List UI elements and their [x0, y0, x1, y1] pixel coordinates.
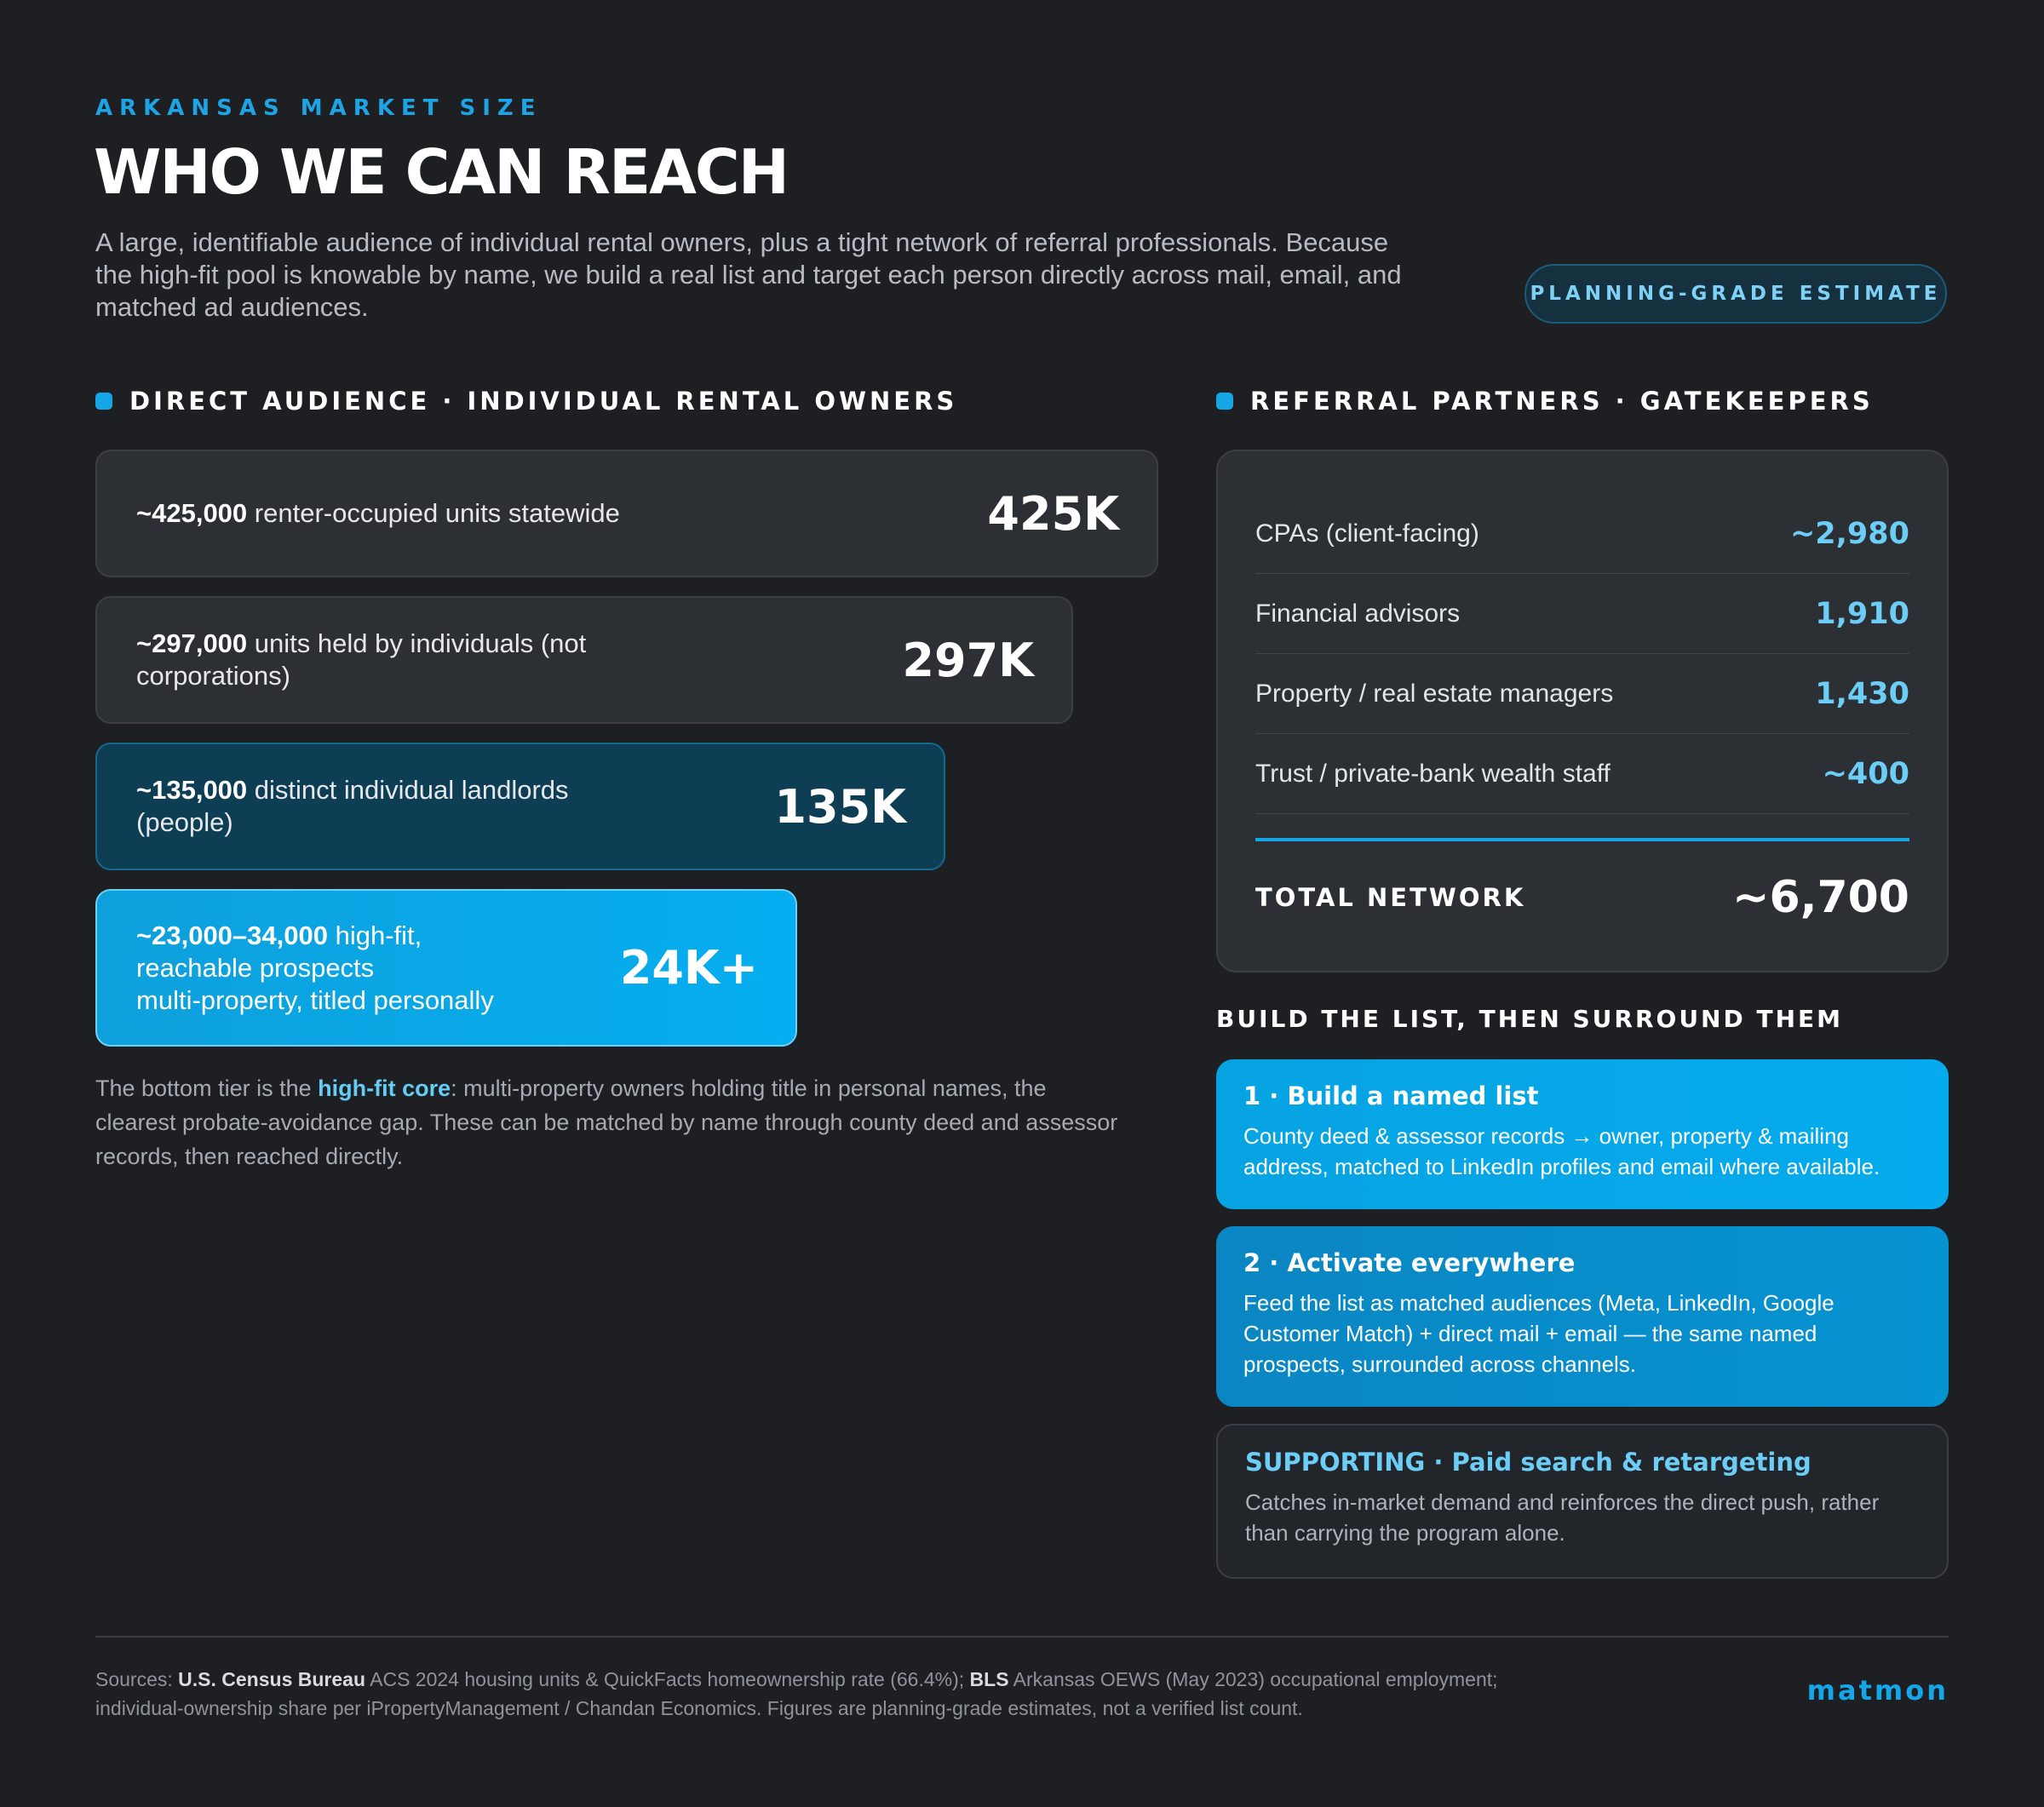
- referral-row: [1255, 494, 1909, 574]
- tier-big-number: 135K: [774, 779, 906, 834]
- referral-heading-text: REFERRAL PARTNERS · GATEKEEPERS: [1250, 387, 1874, 416]
- step-body: Catches in-market demand and reinforces the direct push, rather than carrying the program alone.: [1245, 1489, 1880, 1546]
- referral-total-value: ~6,700: [1731, 872, 1909, 923]
- page-title: WHO WE CAN REACH: [94, 136, 788, 208]
- referral-card: [1216, 450, 1949, 972]
- referral-label: Property / real estate managers: [1255, 679, 1614, 708]
- direct-audience-heading: [95, 387, 957, 416]
- step-title: 1 · Build a named list: [1243, 1081, 1539, 1110]
- step-title: 2 · Activate everywhere: [1243, 1248, 1576, 1277]
- tier-big-number: 297K: [902, 633, 1034, 687]
- tier-text: units held by individuals (not corporations): [136, 628, 587, 691]
- footnote-text: : multi-property owners holding title in personal names, the clearest probate-avoidance gap. These can be matched by name through county deed and assessor records, then reached directly.: [95, 1076, 1118, 1169]
- source-detail: ACS 2024 housing units & QuickFacts homeownership rate (66.4%);: [365, 1668, 970, 1690]
- footer-divider: [95, 1636, 1949, 1638]
- source-name: BLS: [969, 1668, 1009, 1690]
- referral-label: Trust / private-bank wealth staff: [1255, 759, 1611, 788]
- tier-description: [136, 774, 647, 839]
- step-body: Feed the list as matched audiences (Meta, LinkedIn, Google Customer Match) + direct mail + email — the same named prospects, surrounded across channels.: [1243, 1290, 1834, 1377]
- eyebrow-label: ARKANSAS MARKET SIZE: [95, 95, 543, 121]
- referral-label: CPAs (client-facing): [1255, 519, 1479, 548]
- referral-value: ~400: [1822, 756, 1909, 791]
- square-bullet-icon: [95, 393, 112, 410]
- plan-heading: BUILD THE LIST, THEN SURROUND THEM: [1216, 1005, 1844, 1033]
- referral-heading: [1216, 387, 1874, 416]
- step-build-list: [1216, 1059, 1949, 1209]
- tier-big-number: 24K+: [619, 941, 758, 995]
- step-body: County deed & assessor records → owner, property & mailing address, matched to LinkedIn profiles and email where available.: [1243, 1123, 1880, 1179]
- tier-count: ~135,000: [136, 775, 248, 805]
- referral-total: [1255, 838, 1909, 954]
- referral-value: 1,910: [1815, 596, 1909, 631]
- tier-count: ~425,000: [136, 498, 248, 528]
- tier-individual-units: [95, 596, 1073, 724]
- tier-subtext: multi-property, titled personally: [136, 984, 494, 1015]
- tier-count: ~297,000: [136, 628, 248, 658]
- referral-label: Financial advisors: [1255, 599, 1461, 628]
- referral-value: 1,430: [1815, 676, 1909, 711]
- tier-count: ~23,000–34,000: [136, 920, 328, 950]
- tier-renter-units: [95, 450, 1158, 577]
- direct-footnote: [95, 1071, 1126, 1173]
- sources-text: [95, 1665, 1560, 1723]
- tier-text: renter-occupied units statewide: [247, 498, 620, 528]
- step-activate: [1216, 1226, 1949, 1407]
- step-supporting: [1216, 1424, 1949, 1579]
- footnote-text: The bottom tier is the: [95, 1076, 319, 1101]
- sources-label: Sources:: [95, 1668, 179, 1690]
- source-detail: Arkansas OEWS (May 2023) occupational employment; individual-ownership share per iPropertyManagement / Chandan Economics. Figures are planning-grade estimates, not a verified list count.: [95, 1668, 1498, 1719]
- tier-description: [136, 497, 620, 530]
- tier-high-fit-prospects: [95, 889, 797, 1047]
- source-name: U.S. Census Bureau: [178, 1668, 365, 1690]
- tier-description: [136, 628, 664, 692]
- tier-big-number: 425K: [987, 486, 1119, 541]
- tier-description: [136, 920, 537, 1017]
- footnote-highlight: high-fit core: [318, 1076, 451, 1101]
- referral-total-label: TOTAL NETWORK: [1255, 883, 1526, 912]
- estimate-badge: PLANNING-GRADE ESTIMATE: [1524, 264, 1947, 324]
- tier-individual-landlords: [95, 743, 945, 870]
- referral-value: ~2,980: [1789, 516, 1909, 551]
- brand-logo: matmon: [1806, 1674, 1949, 1707]
- step-title: SUPPORTING · Paid search & retargeting: [1245, 1448, 1811, 1477]
- referral-row: [1255, 574, 1909, 654]
- intro-text: A large, identifiable audience of individual rental owners, plus a tight network of referral professionals. Because the high-fit pool is knowable by name, we build a real list and target each person directly across mail, email, and matched ad audiences.: [95, 227, 1402, 322]
- tier-text: high-fit, reachable prospects: [136, 920, 422, 983]
- direct-audience-heading-text: DIRECT AUDIENCE · INDIVIDUAL RENTAL OWNERS: [129, 387, 958, 416]
- referral-row: [1255, 654, 1909, 734]
- referral-row: [1255, 734, 1909, 814]
- square-bullet-icon: [1216, 393, 1233, 410]
- tier-text: distinct individual landlords (people): [136, 775, 569, 837]
